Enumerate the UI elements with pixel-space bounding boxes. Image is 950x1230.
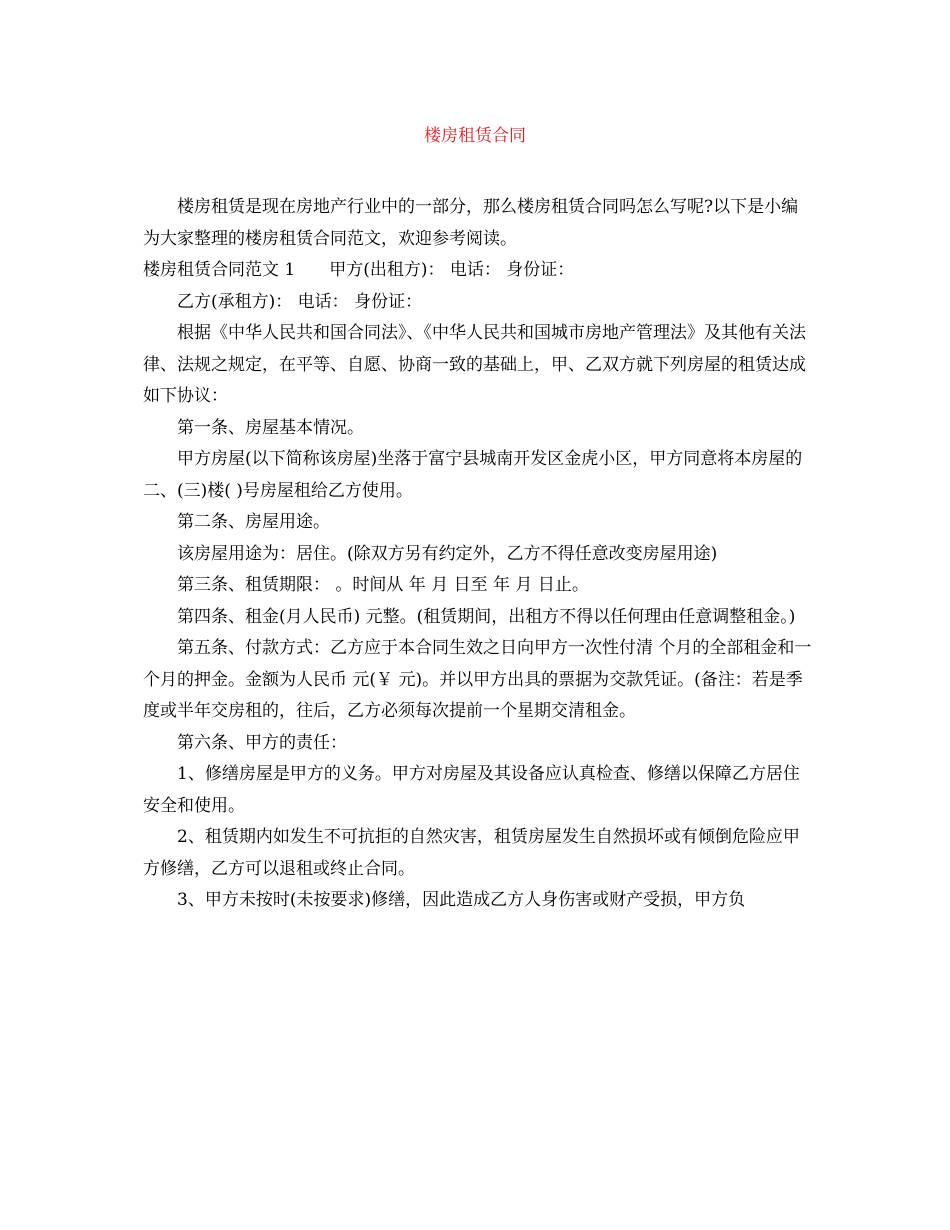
article-6-item-1: 1、修缮房屋是甲方的义务。甲方对房屋及其设备应认真检查、修缮以保障乙方居住安全和使用。 bbox=[143, 764, 800, 816]
document-title: 楼房租赁合同 bbox=[424, 126, 526, 146]
intro-paragraph: 楼房租赁是现在房地产行业中的一部分，那么楼房租赁合同吗怎么写呢?以下是小编为大家整理的楼房租赁合同范文，欢迎参考阅读。 bbox=[143, 197, 799, 249]
article-2-body: 该房屋用途为：居住。(除双方另有约定外，乙方不得任意改变房屋用途) bbox=[177, 543, 718, 564]
party-b-line: 乙方(承租方)： 电话： 身份证： bbox=[177, 291, 423, 312]
article-6-heading: 第六条、甲方的责任： bbox=[177, 732, 347, 753]
article-1-body: 甲方房屋(以下简称该房屋)坐落于富宁县城南开发区金虎小区，甲方同意将本房屋的二、(三)楼( )号房屋租给乙方使用。 bbox=[143, 449, 803, 501]
article-6-item-2: 2、租赁期内如发生不可抗拒的自然灾害，租赁房屋发生自然损坏或有倾倒危险应甲方修缮，乙方可以退租或终止合同。 bbox=[143, 827, 800, 879]
article-6-item-3: 3、甲方未按时(未按要求)修缮，因此造成乙方人身伤害或财产受损，甲方负 bbox=[177, 890, 746, 910]
article-2-heading: 第二条、房屋用途。 bbox=[177, 512, 330, 532]
contract-heading-party-a: 楼房租赁合同范文 1 甲方(出租方)： 电话： 身份证： bbox=[143, 260, 575, 280]
article-5: 第五条、付款方式：乙方应于本合同生效之日向甲方一次性付清 个月的全部租金和一个月的押金。金额为人民币 元(￥ 元)。并以甲方出具的票据为交款凭证。(备注：若是季度或半年交房租的，往后，乙方必须每次提前一个星期交清租金。 bbox=[143, 638, 812, 721]
article-4: 第四条、租金(月人民币) 元整。(租赁期间，出租方不得以任何理由任意调整租金。) bbox=[177, 606, 796, 627]
preamble-paragraph: 根据《中华人民共和国合同法》、《中华人民共和国城市房地产管理法》及其他有关法律、法规之规定，在平等、自愿、协商一致的基础上，甲、乙双方就下列房屋的租赁达成如下协议： bbox=[143, 323, 806, 406]
article-1-heading: 第一条、房屋基本情况。 bbox=[177, 417, 364, 438]
article-3: 第三条、租赁期限： 。时间从 年 月 日至 年 月 日止。 bbox=[177, 575, 589, 595]
document-body bbox=[143, 192, 813, 917]
